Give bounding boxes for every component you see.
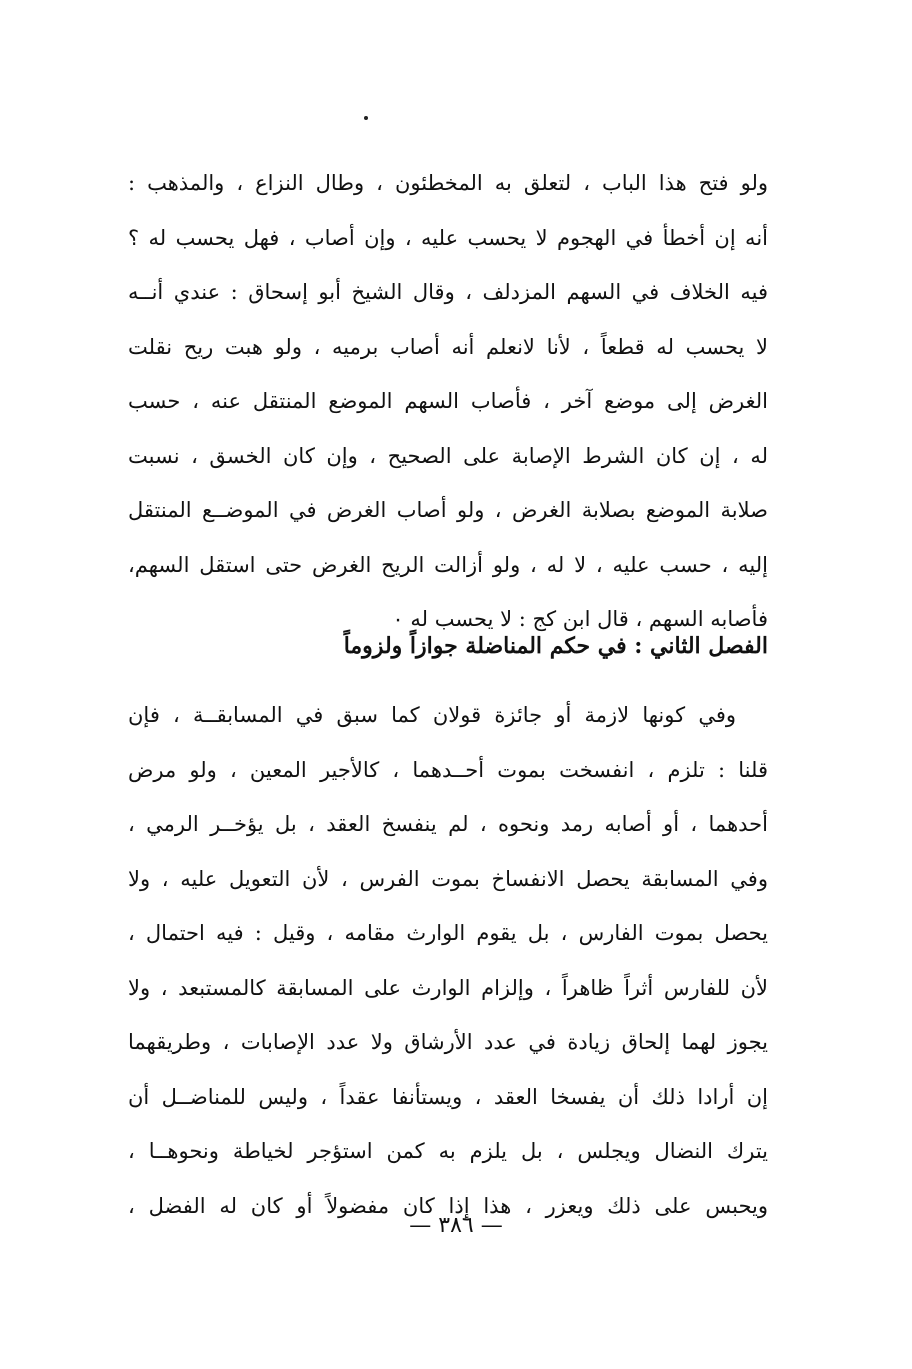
text-line: يترك النضال ويجلس ، بل يلزم به كمن استؤجر لخياطة ونحوهــا ، bbox=[128, 1139, 768, 1163]
text-line: إليه ، حسب عليه ، لا له ، ولو أزالت الريح الغرض حتى استقل السهم، bbox=[128, 552, 768, 577]
text-line: صلابة الموضع بصلابة الغرض ، ولو أصاب الغرض في الموضــع المنتقل bbox=[128, 498, 768, 522]
text-line: الغرض إلى موضع آخر ، فأصاب السهم الموضع المنتقل عنه ، حسب bbox=[128, 389, 768, 413]
paragraph-2 bbox=[128, 688, 768, 1233]
text-line: وفي كونها لازمة أو جائزة قولان كما سبق في المسابقــة ، فإن bbox=[128, 703, 736, 727]
text-line: فأصابه السهم ، قال ابن كج : لا يحسب له ٠ bbox=[392, 607, 768, 631]
text-line: لأن للفارس أثراً ظاهراً ، وإلزام الوارث على المسابقة كالمستبعد ، ولا bbox=[128, 975, 768, 1000]
text-line: ولو فتح هذا الباب ، لتعلق به المخطئون ، وطال النزاع ، والمذهب : bbox=[128, 171, 768, 195]
ink-speck bbox=[364, 116, 368, 120]
text-line: ويحبس على ذلك ويعزر ، هذا إذا كان مفضولاً أو كان له الفضل ، bbox=[128, 1193, 768, 1218]
text-line: يحصل بموت الفارس ، بل يقوم الوارث مقامه ، وقيل : فيه احتمال ، bbox=[128, 921, 768, 945]
section-heading: الفصل الثاني : في حكم المناضلة جوازاً ولزوماً bbox=[343, 633, 768, 659]
text-line: أنه إن أخطأ في الهجوم لا يحسب عليه ، وإن أصاب ، فهل يحسب له ؟ bbox=[128, 225, 768, 250]
text-line: فيه الخلاف في السهم المزدلف ، وقال الشيخ أبو إسحاق : عندي أنــه bbox=[128, 280, 768, 304]
text-line: وفي المسابقة يحصل الانفساخ بموت الفرس ، لأن التعويل عليه ، ولا bbox=[128, 866, 768, 891]
text-line: قلنا : تلزم ، انفسخت بموت أحــدهما ، كالأجير المعين ، ولو مرض bbox=[128, 757, 768, 782]
text-line: لا يحسب له قطعاً ، لأنا لانعلم أنه أصاب برميه ، ولو هبت ريح نقلت bbox=[128, 334, 768, 359]
text-line: يجوز لهما إلحاق زيادة في عدد الأرشاق ولا عدد الإصابات ، وطريقهما bbox=[128, 1030, 768, 1054]
paragraph-1 bbox=[128, 156, 768, 647]
text-line: إن أرادا ذلك أن يفسخا العقد ، ويستأنفا عقداً ، وليس للمناضــل أن bbox=[128, 1084, 768, 1109]
text-line: أحدهما ، أو أصابه رمد ونحوه ، لم ينفسخ العقد ، بل يؤخــر الرمي ، bbox=[128, 812, 768, 836]
text-line: له ، إن كان الشرط الإصابة على الصحيح ، وإن كان الخسق ، نسبت bbox=[128, 443, 768, 468]
page-number: — ٣٨٦ — bbox=[409, 1213, 503, 1238]
